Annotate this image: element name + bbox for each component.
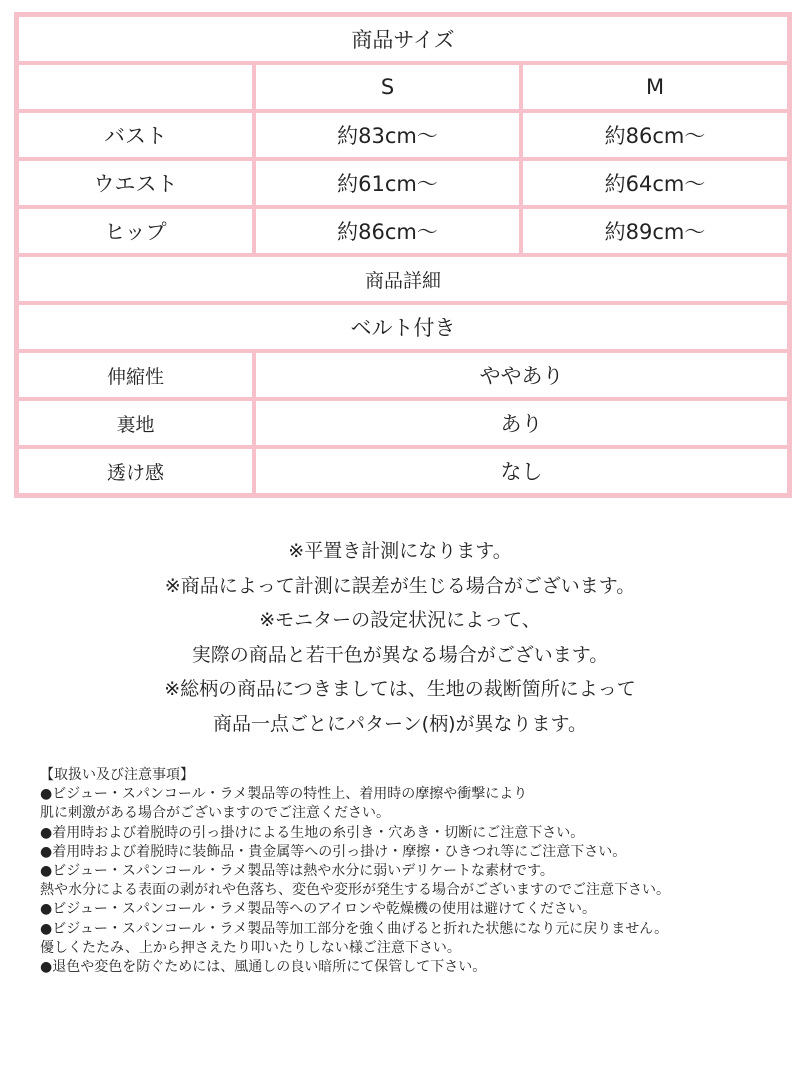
detail-value: なし	[254, 447, 789, 495]
detail-value: ややあり	[254, 351, 789, 399]
care-line: 優しくたたみ、上から押さえたり叩いたりしない様ご注意下さい。	[40, 939, 461, 956]
detail-value: あり	[254, 399, 789, 447]
measurement-s-value: 約61cm～	[254, 159, 521, 207]
care-line: ●ビジュー・スパンコール・ラメ製品等は熱や水分に弱いデリケートな素材です。	[40, 863, 554, 880]
note-line: ※総柄の商品につきましては、生地の裁断箇所によって	[164, 678, 636, 700]
detail-note-row	[17, 303, 789, 351]
note-line: ※モニターの設定状況によって、	[259, 609, 541, 631]
note-line: 商品一点ごとにパターン(柄)が異なります。	[213, 712, 587, 735]
table-row	[17, 159, 789, 207]
table-row	[17, 447, 789, 495]
care-line: ●ビジュー・スパンコール・ラメ製品等へのアイロンや乾燥機の使用は避けてください。	[40, 901, 596, 918]
size-columns-row	[17, 63, 789, 111]
care-line: 熱や水分による表面の剥がれや色落ち、変色や変形が発生する場合がございますのでご注意下さい。	[40, 882, 670, 899]
size-s-header: S	[254, 63, 521, 111]
detail-label: 透け感	[17, 447, 254, 495]
table-row	[17, 399, 789, 447]
note-line: 実際の商品と若干色が異なる場合がございます。	[191, 643, 609, 666]
measurement-label: ウエスト	[17, 159, 254, 207]
measurement-notes	[0, 534, 800, 741]
measurement-s-value: 約83cm～	[254, 111, 521, 159]
detail-table-title: 商品詳細	[17, 255, 789, 303]
care-title: 【取扱い及び注意事項】	[40, 767, 194, 783]
table-row	[17, 351, 789, 399]
detail-note: ベルト付き	[17, 303, 789, 351]
measurement-m-value: 約89cm～	[521, 207, 789, 255]
care-instructions	[40, 766, 790, 977]
size-m-header: M	[521, 63, 789, 111]
detail-label: 裏地	[17, 399, 254, 447]
care-line: ●退色や変色を防ぐためには、風通しの良い暗所にて保管して下さい。	[40, 959, 487, 976]
measurement-label: ヒップ	[17, 207, 254, 255]
size-header-row	[17, 15, 789, 63]
note-line: ※商品によって計測に誤差が生じる場合がございます。	[164, 574, 636, 597]
care-line: 肌に刺激がある場合がございますのでご注意ください。	[40, 805, 390, 822]
care-line: ●ビジュー・スパンコール・ラメ製品等加工部分を強く曲げると折れた状態になり元に戻りません。	[40, 920, 669, 937]
care-line: ●着用時および着脱時に装飾品・貴金属等への引っ掛け・摩擦・ひきつれ等にご注意下さい。	[40, 843, 627, 860]
note-line: ※平置き計測になります。	[288, 540, 512, 562]
measurement-m-value: 約86cm～	[521, 111, 789, 159]
detail-label: 伸縮性	[17, 351, 254, 399]
table-row	[17, 111, 789, 159]
measurement-m-value: 約64cm～	[521, 159, 789, 207]
size-table-title: 商品サイズ	[17, 15, 789, 63]
care-line: ●ビジュー・スパンコール・ラメ製品等の特性上、着用時の摩擦や衝撃により	[40, 786, 528, 803]
detail-header-row	[17, 255, 789, 303]
care-line: ●着用時および着脱時の引っ掛けによる生地の糸引き・穴あき・切断にご注意下さい。	[40, 824, 585, 841]
size-detail-table	[14, 12, 792, 498]
measurement-s-value: 約86cm～	[254, 207, 521, 255]
measurement-label: バスト	[17, 111, 254, 159]
empty-cell	[17, 63, 254, 111]
table-row	[17, 207, 789, 255]
